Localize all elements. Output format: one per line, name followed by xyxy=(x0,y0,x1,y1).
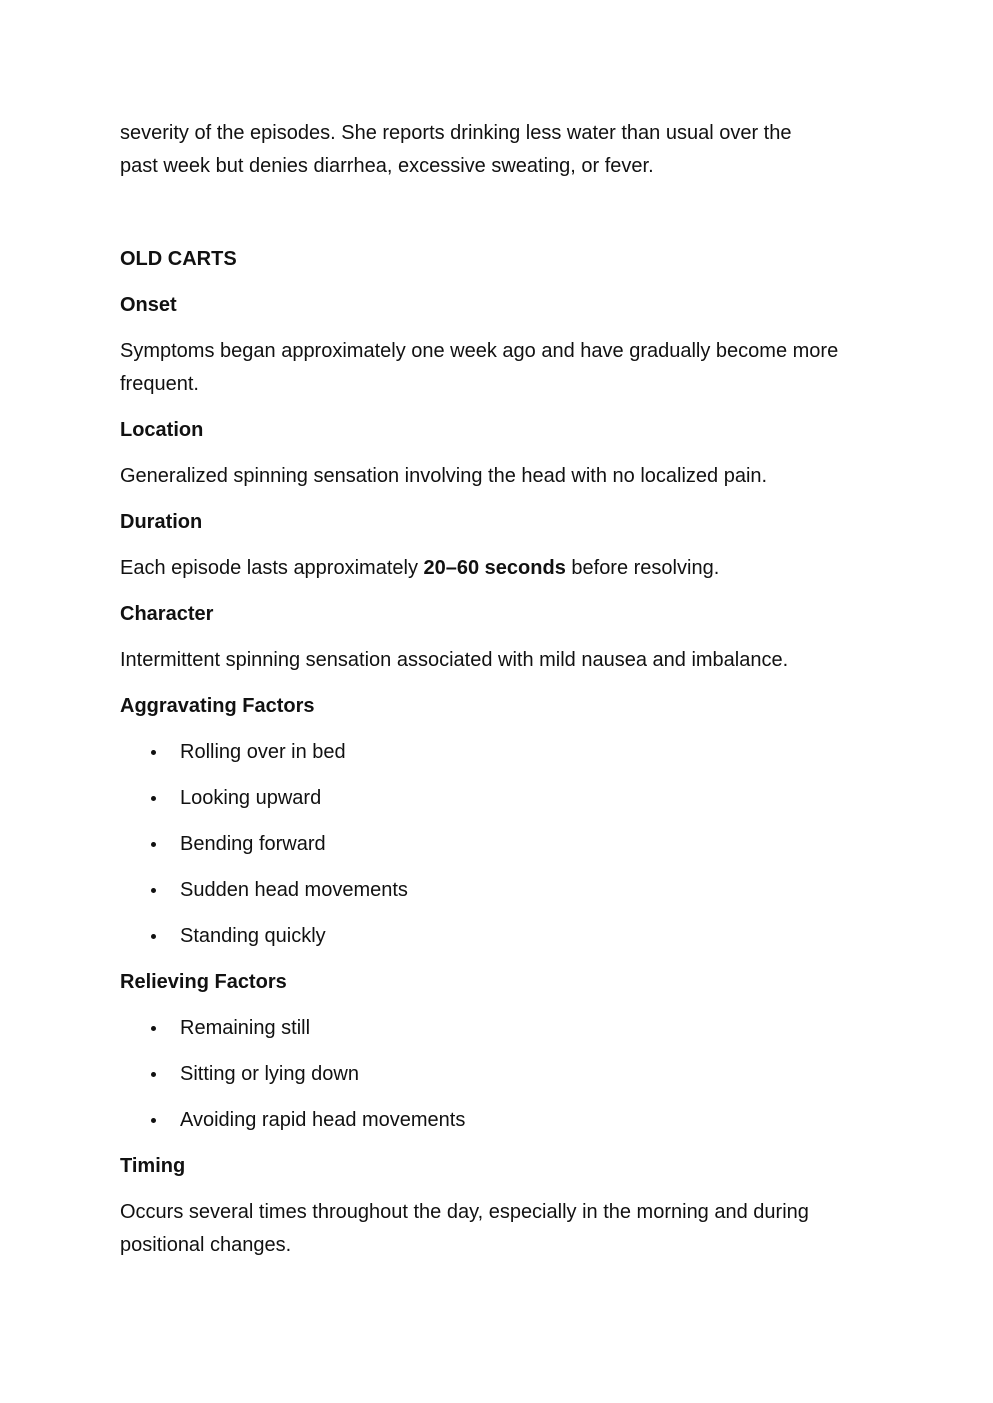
bullet-icon xyxy=(151,1072,156,1077)
aggravating-list xyxy=(120,736,880,953)
bullet-icon xyxy=(151,750,156,755)
bullet-icon xyxy=(151,934,156,939)
timing-text: Occurs several times throughout the day, especially in the morning and during positional changes. xyxy=(120,1201,809,1256)
list-item xyxy=(120,828,880,861)
duration-text-before: Each episode lasts approximately xyxy=(120,557,424,579)
bullet-icon xyxy=(151,842,156,847)
bullet-icon xyxy=(151,796,156,801)
bullet-icon xyxy=(151,1118,156,1123)
list-item xyxy=(120,874,880,907)
document-content xyxy=(120,117,880,1275)
list-item xyxy=(120,1012,880,1045)
onset-text: Symptoms began approximately one week ago and have gradually become more frequent. xyxy=(120,340,839,395)
intro-line-1: severity of the episodes. She reports drinking less water than usual over the xyxy=(120,122,792,144)
character-text: Intermittent spinning sensation associated with mild nausea and imbalance. xyxy=(120,649,789,671)
duration-value: 20–60 seconds xyxy=(423,557,566,579)
list-item xyxy=(120,920,880,953)
list-item-text: Bending forward xyxy=(180,833,326,855)
relieving-list xyxy=(120,1012,880,1137)
location-heading: Location xyxy=(120,419,204,441)
intro-line-2: past week but denies diarrhea, excessive sweating, or fever. xyxy=(120,155,654,177)
onset-heading: Onset xyxy=(120,294,177,316)
location-text: Generalized spinning sensation involving the head with no localized pain. xyxy=(120,465,768,487)
list-item-text: Avoiding rapid head movements xyxy=(180,1109,466,1131)
duration-text-after: before resolving. xyxy=(565,557,720,579)
duration-heading: Duration xyxy=(120,511,203,533)
section-title: OLD CARTS xyxy=(120,248,237,270)
list-item-text: Sudden head movements xyxy=(180,879,408,901)
list-item xyxy=(120,1058,880,1091)
duration-text xyxy=(120,552,880,585)
character-heading: Character xyxy=(120,603,214,625)
list-item-text: Sitting or lying down xyxy=(180,1063,359,1085)
list-item-text: Standing quickly xyxy=(180,925,326,947)
bullet-icon xyxy=(151,1026,156,1031)
relieving-heading: Relieving Factors xyxy=(120,971,287,993)
list-item xyxy=(120,782,880,815)
list-item-text: Remaining still xyxy=(180,1017,311,1039)
list-item-text: Looking upward xyxy=(180,787,322,809)
intro-paragraph xyxy=(120,117,880,183)
list-item xyxy=(120,736,880,769)
list-item-text: Rolling over in bed xyxy=(180,741,346,763)
bullet-icon xyxy=(151,888,156,893)
list-item xyxy=(120,1104,880,1137)
timing-heading: Timing xyxy=(120,1155,186,1177)
aggravating-heading: Aggravating Factors xyxy=(120,695,315,717)
